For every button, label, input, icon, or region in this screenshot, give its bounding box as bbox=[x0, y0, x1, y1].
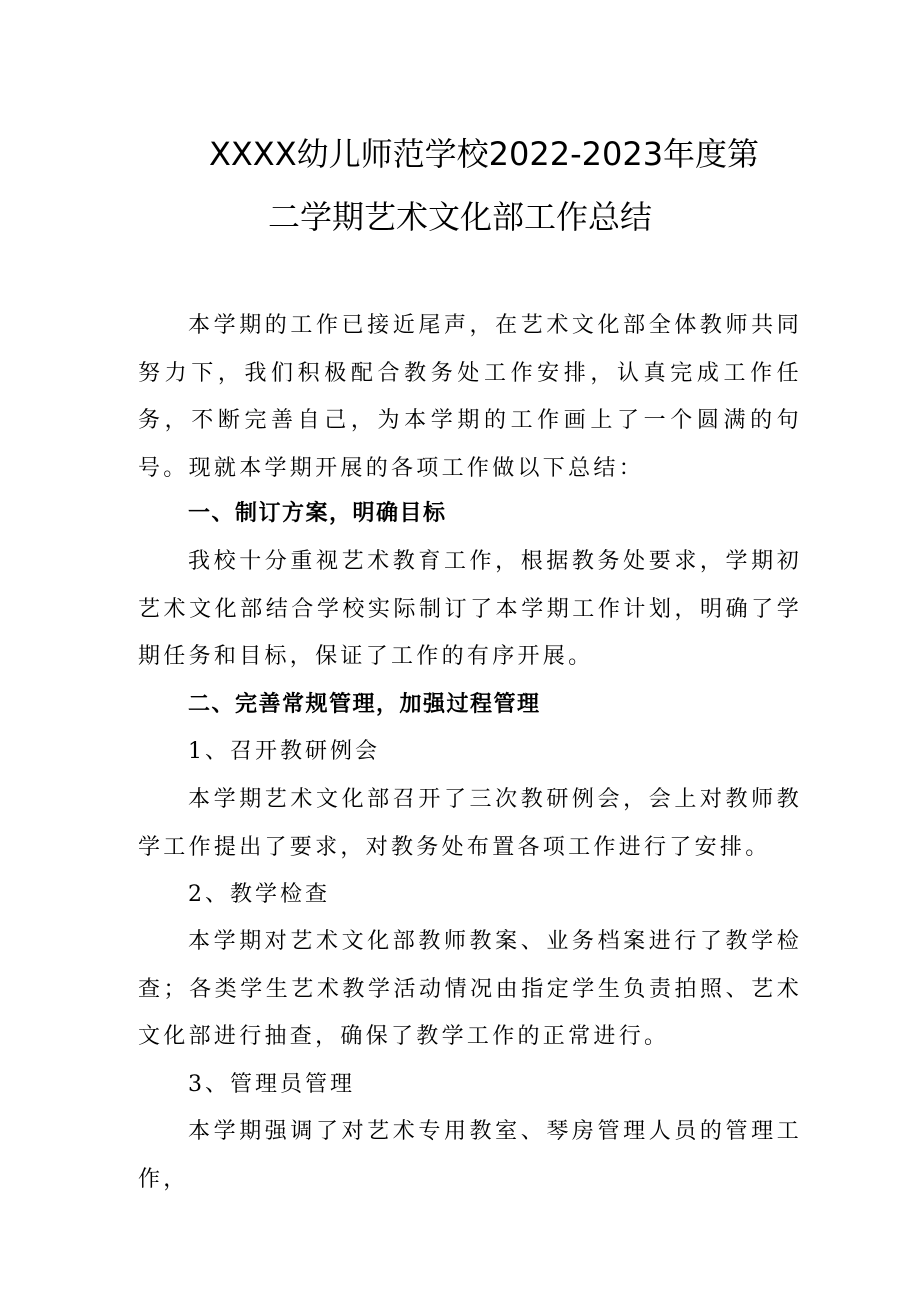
section-1-paragraph: 我校十分重视艺术教育工作，根据教务处要求，学期初艺术文化部结合学校实际制订了本学期工作计划，明确了学期任务和目标，保证了工作的有序开展。 bbox=[138, 549, 802, 669]
item-2-title: 2、教学检查 bbox=[188, 882, 330, 907]
section-2-heading: 二、完善常规管理，加强过程管理 bbox=[188, 692, 541, 717]
item-1-title: 1、召开教研例会 bbox=[188, 739, 380, 764]
document-title-line-1: XXXX幼儿师范学校2022-2023年度第 bbox=[208, 135, 760, 173]
intro-paragraph: 本学期的工作已接近尾声，在艺术文化部全体教师共同努力下，我们积极配合教务处工作安排，认真完成工作任务，不断完善自己，为本学期的工作画上了一个圆满的句号。现就本学期开展的各项工作做以下总结： bbox=[138, 313, 802, 481]
item-3-title: 3、管理员管理 bbox=[188, 1072, 355, 1097]
item-2-paragraph: 本学期对艺术文化部教师教案、业务档案进行了教学检查；各类学生艺术教学活动情况由指定学生负责拍照、艺术文化部进行抽查，确保了教学工作的正常进行。 bbox=[138, 929, 802, 1049]
item-3-paragraph: 本学期强调了对艺术专用教室、琴房管理人员的管理工作， bbox=[138, 1119, 802, 1192]
document-title-line-2: 二学期艺术文化部工作总结 bbox=[267, 198, 652, 236]
section-1-heading: 一、制订方案，明确目标 bbox=[188, 501, 447, 526]
item-1-paragraph: 本学期艺术文化部召开了三次教研例会，会上对教师教学工作提出了要求，对教务处布置各项工作进行了安排。 bbox=[138, 787, 802, 860]
